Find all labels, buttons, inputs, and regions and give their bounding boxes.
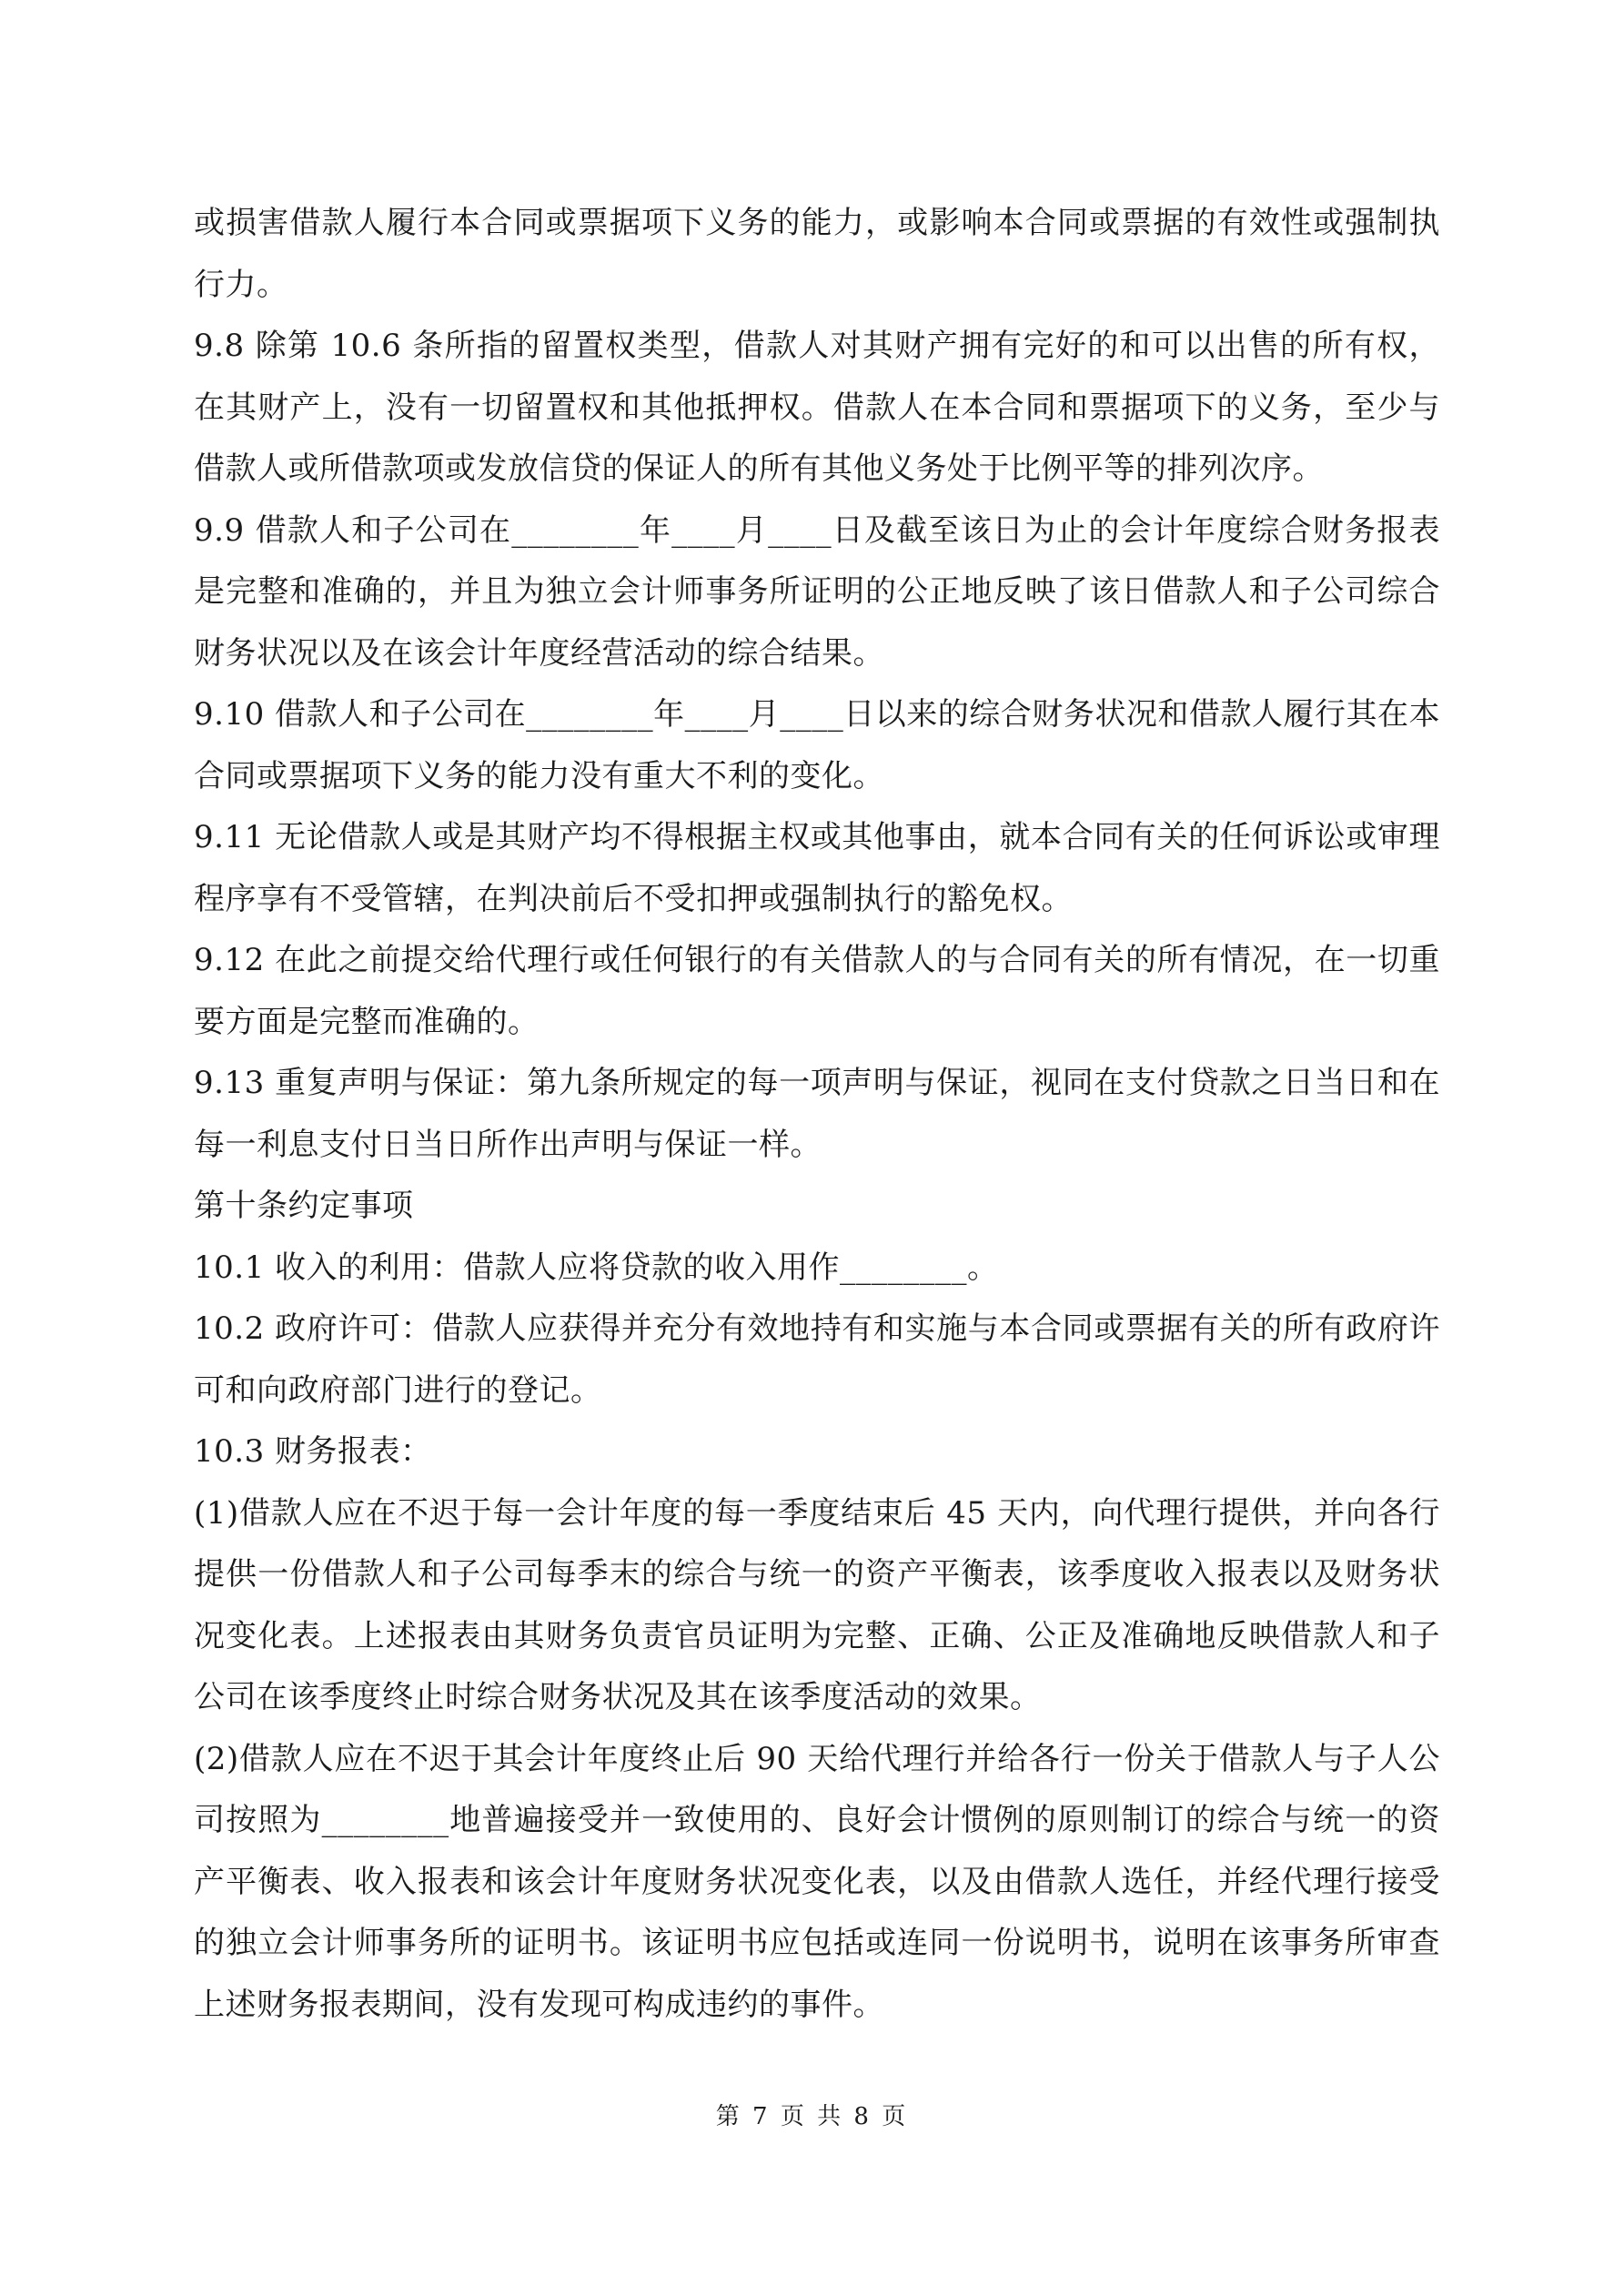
paragraph-9-9: 9.9 借款人和子公司在________年____月____日及截至该日为止的会计年度综合财务报表是完整和准确的，并且为独立会计师事务所证明的公正地反映了该日借款人和子公司综合财务状况以及在该会计年度经营活动的综合结果。: [194, 511, 1440, 672]
paragraph-10-1: 10.1 收入的利用：借款人应将贷款的收入用作________。: [194, 1249, 999, 1286]
paragraph-9-12: 9.12 在此之前提交给代理行或任何银行的有关借款人的与合同有关的所有情况，在一切重要方面是完整而准确的。: [194, 942, 1440, 1040]
paragraph-9-13: 9.13 重复声明与保证：第九条所规定的每一项声明与保证，视同在支付贷款之日当日和在每一利息支付日当日所作出声明与保证一样。: [194, 1065, 1440, 1163]
paragraph-10-3-item-1: (1)借款人应在不迟于每一会计年度的每一季度结束后 45 天内，向代理行提供，并向各行提供一份借款人和子公司每季末的综合与统一的资产平衡表，该季度收入报表以及财务状况变化表。上述报表由其财务负责官员证明为完整、正确、公正及准确地反映借款人和子公司在该季度终止时综合财务状况及其在该季度活动的效果。: [194, 1494, 1440, 1715]
page-number-footer: 第 7 页 共 8 页: [715, 2103, 909, 2130]
paragraph-10-2: 10.2 政府许可：借款人应获得并充分有效地持有和实施与本合同或票据有关的所有政府许可和向政府部门进行的登记。: [194, 1310, 1440, 1409]
paragraph-9-8: 9.8 除第 10.6 条所指的留置权类型，借款人对其财产拥有完好的和可以出售的所有权，在其财产上，没有一切留置权和其他抵押权。借款人在本合同和票据项下的义务，至少与借款人或所借款项或发放信贷的保证人的所有其他义务处于比例平等的排列次序。: [194, 328, 1440, 487]
paragraph-9-11: 9.11 无论借款人或是其财产均不得根据主权或其他事由，就本合同有关的任何诉讼或审理程序享有不受管辖，在判决前后不受扣押或强制执行的豁免权。: [194, 819, 1440, 917]
paragraph-continuation: 或损害借款人履行本合同或票据项下义务的能力，或影响本合同或票据的有效性或强制执行力。: [194, 205, 1440, 303]
paragraph-9-10: 9.10 借款人和子公司在________年____月____日以来的综合财务状况和借款人履行其在本合同或票据项下义务的能力没有重大不利的变化。: [194, 696, 1440, 794]
document-body: [194, 193, 1440, 2036]
section-heading-article-10: 第十条约定事项: [194, 1188, 414, 1224]
paragraph-10-3-item-2: (2)借款人应在不迟于其会计年度终止后 90 天给代理行并给各行一份关于借款人与子人公司按照为________地普遍接受并一致使用的、良好会计惯例的原则制订的综合与统一的资产平衡表、收入报表和该会计年度财务状况变化表，以及由借款人选任，并经代理行接受的独立会计师事务所的证明书。该证明书应包括或连同一份说明书，说明在该事务所审查上述财务报表期间，没有发现可构成违约的事件。: [194, 1740, 1440, 2023]
paragraph-10-3: 10.3 财务报表：: [194, 1433, 432, 1470]
